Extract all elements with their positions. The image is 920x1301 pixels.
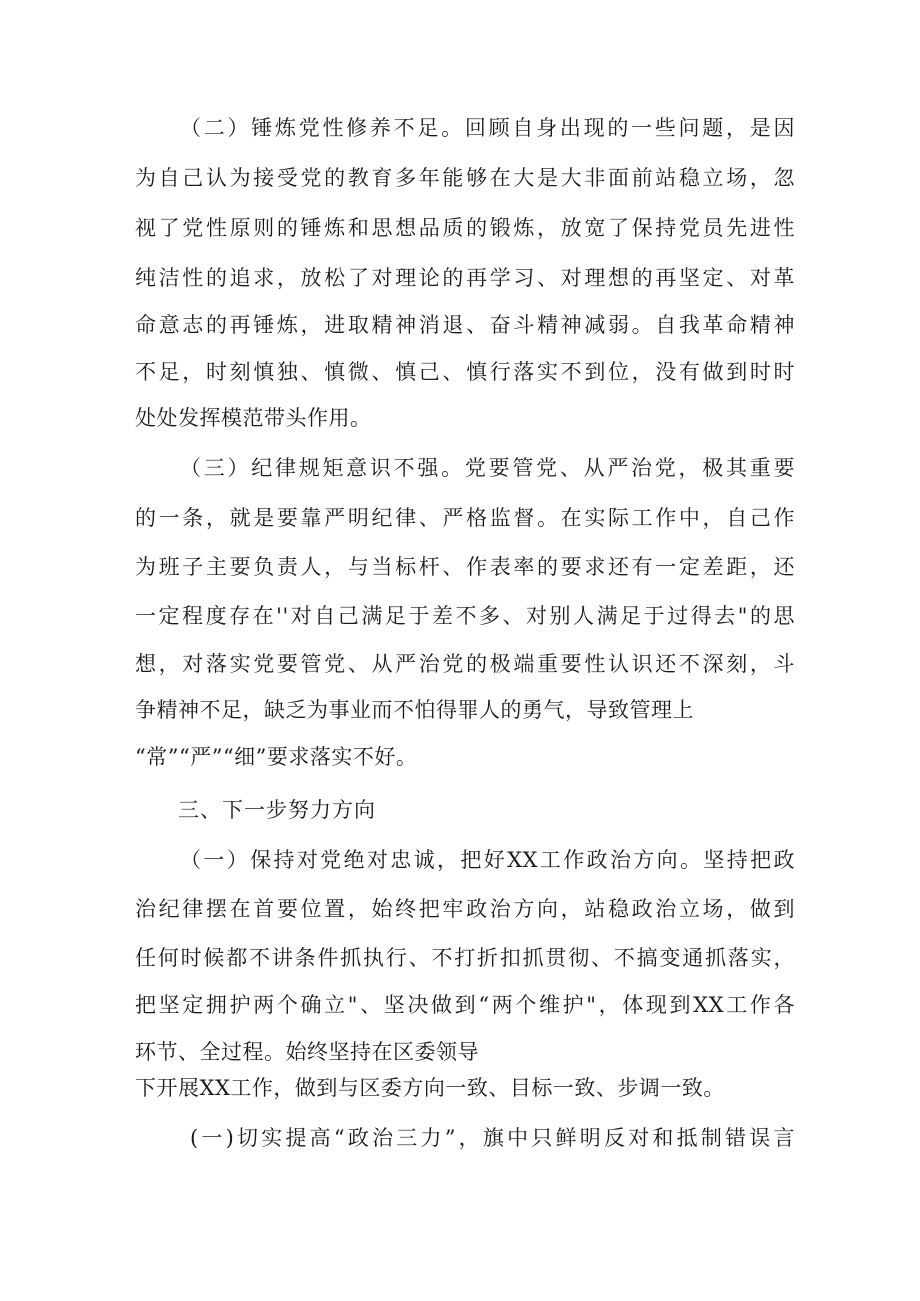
- paragraph-2-line-4: 一定程度存在''对自己满足于差不多、对别人满足于过得去"的思: [135, 604, 795, 628]
- paragraph-1-line-6: 不足，时刻慎独、慎微、慎己、慎行落实不到位，没有做到时时: [135, 360, 795, 384]
- paragraph-2-line-5: 想，对落实党要管党、从严治党的极端重要性认识还不深刻，斗: [135, 652, 795, 676]
- paragraph-2-line-6: 争精神不足，缺乏为事业而不怕得罪人的勇气，导致管理上: [135, 698, 694, 722]
- paragraph-2-line-2: 的一条，就是要靠严明纪律、严格监督。在实际工作中，自己作: [135, 506, 795, 530]
- paragraph-2-line-1: （三）纪律规矩意识不强。党要管党、从严治党，极其重要: [180, 456, 795, 480]
- paragraph-1-line-4: 纯洁性的追求，放松了对理论的再学习、对理想的再坚定、对革: [135, 266, 795, 290]
- paragraph-3-line-2: 治纪律摆在首要位置，始终把牢政治方向，站稳政治立场，做到: [135, 897, 795, 921]
- paragraph-3-line-6: 下开展XX工作，做到与区委方向一致、目标一致、步调一致。: [135, 1076, 725, 1100]
- paragraph-1-line-5: 命意志的再锤炼，进取精神消退、奋斗精神减弱。自我革命精神: [135, 313, 795, 337]
- paragraph-3-line-4: 把坚定拥护两个确立"、坚决做到“两个维护"，体现到XX工作各: [135, 993, 795, 1017]
- paragraph-2-line-7: “常”“严”“细”要求落实不好。: [135, 745, 418, 769]
- paragraph-3-line-3: 任何时候都不讲条件抓执行、不打折扣抓贯彻、不搞变通抓落实，: [135, 946, 795, 970]
- paragraph-1-line-7: 处处发挥模范带头作用。: [135, 406, 372, 430]
- paragraph-3-line-5: 环节、全过程。始终坚持在区委领导: [135, 1040, 479, 1064]
- section-heading: 三、下一步努力方向: [178, 798, 376, 822]
- paragraph-1-line-2: 为自己认为接受党的教育多年能够在大是大非面前站稳立场，忽: [135, 166, 795, 190]
- paragraph-1-line-3: 视了党性原则的锤炼和思想品质的锻炼，放宽了保持党员先进性: [135, 216, 795, 240]
- paragraph-2-line-3: 为班子主要负责人，与当标杆、作表率的要求还有一定差距，还: [135, 555, 795, 579]
- paragraph-1-line-1: （二）锤炼党性修养不足。回顾自身出现的一些问题，是因: [180, 116, 795, 140]
- paragraph-3-line-1: （一）保持对党绝对忠诚，把好XX工作政治方向。坚持把政: [180, 848, 795, 872]
- paragraph-4-line-1: (一)切实提高“政治三力”，旗中只鲜明反对和抵制错误言: [190, 1126, 795, 1150]
